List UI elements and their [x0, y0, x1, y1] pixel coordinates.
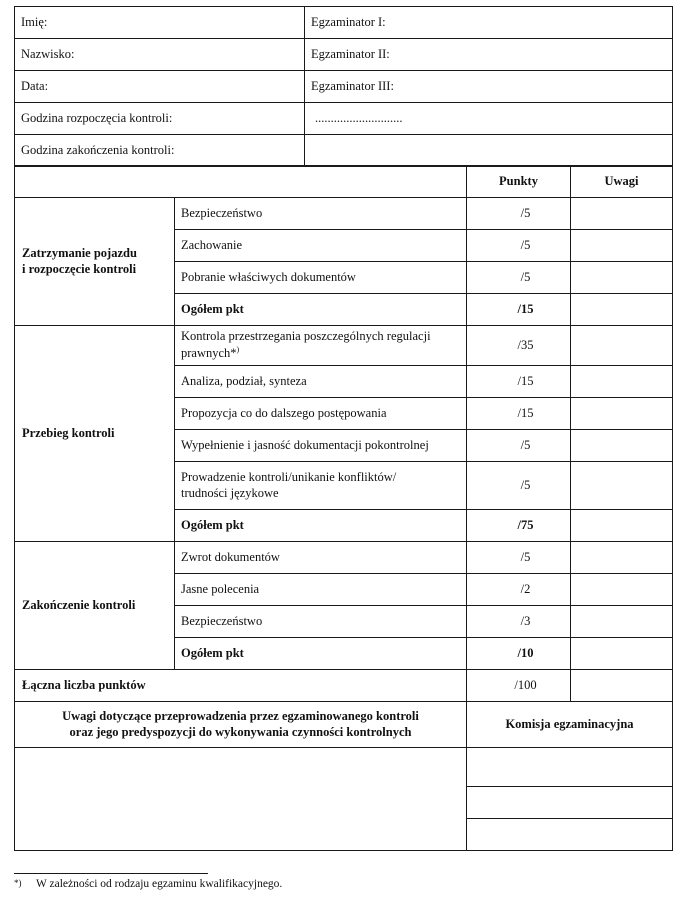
remarks-heading-line: oraz jego predyspozycji do wykonywania czynności kontrolnych — [69, 724, 412, 739]
item-points[interactable]: /15 — [467, 398, 571, 430]
item-uwagi-cell[interactable] — [571, 462, 673, 510]
item-points[interactable]: /5 — [467, 462, 571, 510]
data-label: Data: — [21, 78, 49, 93]
egzaminator-3-field[interactable] — [305, 71, 673, 103]
header-row-imie — [15, 7, 673, 39]
item-uwagi-cell[interactable] — [571, 230, 673, 262]
item-label: Zwrot dokumentów — [175, 542, 467, 574]
section-title-line: Zatrzymanie pojazdu — [22, 245, 137, 260]
total-points[interactable]: /10 — [467, 638, 571, 670]
footnote — [14, 878, 282, 890]
item-uwagi-cell[interactable] — [571, 606, 673, 638]
item-label: Propozycja co do dalszego postępowania — [175, 398, 467, 430]
total-uwagi-cell[interactable] — [571, 294, 673, 326]
total-uwagi-cell[interactable] — [571, 638, 673, 670]
egzaminator-1-label: Egzaminator I: — [311, 14, 386, 29]
section-title-zatrzymanie — [15, 198, 175, 326]
item-points[interactable]: /3 — [467, 606, 571, 638]
section-title-zakonczenie: Zakończenie kontroli — [15, 542, 175, 670]
remarks-text-area[interactable] — [15, 748, 467, 851]
egzaminator-2-field[interactable] — [305, 39, 673, 71]
item-label-line: prawnych* — [181, 346, 237, 361]
item-uwagi-cell[interactable] — [571, 574, 673, 606]
remarks-header-row — [15, 702, 673, 748]
column-header-punkty: Punkty — [467, 166, 571, 198]
total-label: Ogółem pkt — [175, 510, 467, 542]
grand-total-row — [15, 670, 673, 702]
nazwisko-field[interactable] — [15, 39, 305, 71]
remarks-body-row — [15, 748, 673, 787]
commission-signature-2[interactable] — [467, 787, 673, 819]
godzina-rozpoczecia-label: Godzina rozpoczęcia kontroli: — [15, 103, 305, 135]
egzaminator-1-field[interactable] — [305, 7, 673, 39]
table-row — [15, 542, 673, 574]
total-label: Ogółem pkt — [175, 638, 467, 670]
godzina-rozpoczecia-value: ............................ — [315, 110, 403, 125]
nazwisko-label: Nazwisko: — [21, 46, 75, 61]
egzaminator-3-label: Egzaminator III: — [311, 78, 394, 93]
item-label-line: trudności językowe — [181, 485, 279, 500]
remarks-heading-line: Uwagi dotyczące przeprowadzenia przez egzaminowanego kontroli — [62, 708, 419, 723]
item-uwagi-cell[interactable] — [571, 398, 673, 430]
imie-field[interactable] — [15, 7, 305, 39]
footnote-ref: ) — [236, 344, 240, 354]
item-label — [175, 462, 467, 510]
header-row-nazwisko — [15, 39, 673, 71]
remarks-heading — [15, 702, 467, 748]
godzina-zakonczenia-field[interactable] — [305, 135, 673, 167]
godzina-rozpoczecia-field[interactable] — [305, 103, 673, 135]
scoring-table — [14, 165, 673, 851]
item-label: Jasne polecenia — [175, 574, 467, 606]
total-points[interactable]: /75 — [467, 510, 571, 542]
item-uwagi-cell[interactable] — [571, 198, 673, 230]
item-points[interactable]: /5 — [467, 230, 571, 262]
item-label: Pobranie właściwych dokumentów — [175, 262, 467, 294]
table-row — [15, 326, 673, 366]
item-points[interactable]: /5 — [467, 542, 571, 574]
grand-total-points[interactable]: /100 — [467, 670, 571, 702]
commission-signature-3[interactable] — [467, 819, 673, 851]
header-table — [14, 6, 673, 167]
item-points[interactable]: /5 — [467, 262, 571, 294]
grand-total-label: Łączna liczba punktów — [15, 670, 467, 702]
egzaminator-2-label: Egzaminator II: — [311, 46, 390, 61]
header-row-godzina-zakonczenia — [15, 135, 673, 167]
commission-heading: Komisja egzaminacyjna — [467, 702, 673, 748]
item-label: Analiza, podział, synteza — [175, 366, 467, 398]
item-label — [175, 326, 467, 366]
imie-label: Imię: — [21, 14, 48, 29]
blank-header-cell — [15, 166, 467, 198]
item-points[interactable]: /2 — [467, 574, 571, 606]
footnote-mark: *) — [14, 878, 22, 888]
total-uwagi-cell[interactable] — [571, 510, 673, 542]
commission-signature-1[interactable] — [467, 748, 673, 787]
footnote-text: W zależności od rodzaju egzaminu kwalifikacyjnego. — [36, 878, 283, 890]
section-title-przebieg: Przebieg kontroli — [15, 326, 175, 542]
item-label: Bezpieczeństwo — [175, 606, 467, 638]
item-label-line: Kontrola przestrzegania poszczególnych regulacji — [181, 329, 431, 344]
column-header-uwagi: Uwagi — [571, 166, 673, 198]
item-uwagi-cell[interactable] — [571, 326, 673, 366]
item-label-line: Prowadzenie kontroli/unikanie konfliktów/ — [181, 469, 397, 484]
item-points[interactable]: /5 — [467, 198, 571, 230]
item-uwagi-cell[interactable] — [571, 366, 673, 398]
item-label: Zachowanie — [175, 230, 467, 262]
item-label: Wypełnienie i jasność dokumentacji pokontrolnej — [175, 430, 467, 462]
header-row-godzina-rozpoczecia — [15, 103, 673, 135]
total-points[interactable]: /15 — [467, 294, 571, 326]
item-uwagi-cell[interactable] — [571, 430, 673, 462]
header-row-data — [15, 71, 673, 103]
column-header-row — [15, 166, 673, 198]
item-uwagi-cell[interactable] — [571, 542, 673, 574]
item-points[interactable]: /15 — [467, 366, 571, 398]
item-label: Bezpieczeństwo — [175, 198, 467, 230]
total-label: Ogółem pkt — [175, 294, 467, 326]
footnote-divider — [14, 873, 208, 874]
table-row — [15, 198, 673, 230]
data-field[interactable] — [15, 71, 305, 103]
item-points[interactable]: /5 — [467, 430, 571, 462]
grand-total-uwagi-cell[interactable] — [571, 670, 673, 702]
godzina-zakonczenia-label: Godzina zakończenia kontroli: — [15, 135, 305, 167]
item-uwagi-cell[interactable] — [571, 262, 673, 294]
section-title-line: i rozpoczęcie kontroli — [22, 261, 137, 276]
item-points[interactable]: /35 — [467, 326, 571, 366]
